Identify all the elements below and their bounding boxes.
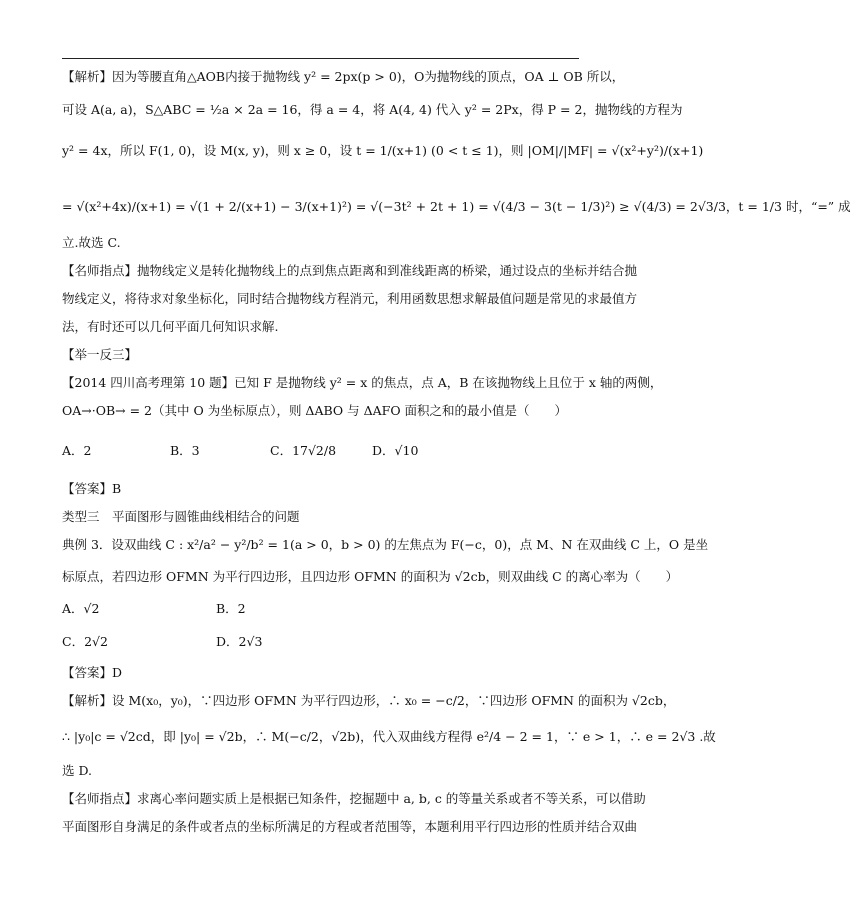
text-line: 【名师指点】求离心率问题实质上是根据已知条件，挖掘题中 a, b, c 的等量关系或者不等关系，可以借助 <box>62 791 646 806</box>
option-c: C．17√2/8 <box>270 443 337 458</box>
text-line: 【解析】设 M(x₀，y₀)，∵四边形 OFMN 为平行四边形，∴ x₀ = −c/2，∵四边形 OFMN 的面积为 √2cb， <box>62 693 676 708</box>
text-line: 立.故选 C. <box>62 235 121 250</box>
text-line: 可设 A(a, a)，S△ABC = ½a × 2a = 16，得 a = 4，将 A(4, 4) 代入 y² = 2Px，得 P = 2，抛物线的方程为 <box>62 102 683 117</box>
option-b: B．2 <box>216 601 246 616</box>
text-line: 标原点，若四边形 OFMN 为平行四边形，且四边形 OFMN 的面积为 √2cb，则双曲线 C 的离心率为（ ） <box>62 569 679 584</box>
text-line: 【答案】B <box>62 481 122 496</box>
option-d: D．√10 <box>372 443 419 458</box>
option-c: C．2√2 <box>62 634 108 649</box>
text-line: 物线定义，将待求对象坐标化，同时结合抛物线方程消元，利用函数思想求解最值问题是常见的求最值方 <box>62 291 638 306</box>
text-line: ∴ |y₀|c = √2cd，即 |y₀| = √2b，∴ M(−c/2，√2b)，代入双曲线方程得 e²/4 − 2 = 1，∵ e > 1，∴ e = 2√3 .故 <box>62 729 716 744</box>
option-d: D．2√3 <box>216 634 263 649</box>
option-a: A．2 <box>62 443 92 458</box>
text-line: 平面图形自身满足的条件或者点的坐标所满足的方程或者范围等，本题利用平行四边形的性质并结合双曲 <box>62 819 638 834</box>
text-line: 典例 3．设双曲线 C : x²/a² − y²/b² = 1(a > 0，b > 0) 的左焦点为 F(−c，0)，点 M、N 在双曲线 C 上，O 是坐 <box>62 537 709 552</box>
text-line: = √(x²+4x)/(x+1) = √(1 + 2/(x+1) − 3/(x+1)²) = √(−3t² + 2t + 1) = √(4/3 − 3(t − 1/3)²) ≥ √(4/3) = 2√3/3，t = 1/3 时，“=” 成 <box>62 199 851 214</box>
text-line: 法，有时还可以几何平面几何知识求解. <box>62 319 279 334</box>
option-a: A．√2 <box>62 601 100 616</box>
header-rule <box>62 58 579 59</box>
text-line: 【解析】因为等腰直角△AOB内接于抛物线 y² = 2px(p > 0)，O为抛物线的顶点，OA ⊥ OB 所以， <box>62 69 625 84</box>
text-line: OA→·OB→ = 2（其中 O 为坐标原点），则 ΔABO 与 ΔAFO 面积之和的最小值是（ ） <box>62 403 568 418</box>
text-line: 【答案】D <box>62 665 123 680</box>
text-line: 【举一反三】 <box>62 347 138 362</box>
option-b: B．3 <box>170 443 200 458</box>
text-line: y² = 4x，所以 F(1, 0)，设 M(x, y)，则 x ≥ 0，设 t = 1/(x+1) (0 < t ≤ 1)，则 |OM|/|MF| = √(x²+y²)/(x+1) <box>62 143 704 158</box>
text-line: 【名师指点】抛物线定义是转化抛物线上的点到焦点距离和到准线距离的桥梁，通过设点的坐标并结合抛 <box>62 263 638 278</box>
text-line: 类型三 平面图形与圆锥曲线相结合的问题 <box>62 509 300 524</box>
text-line: 【2014 四川高考理第 10 题】已知 F 是抛物线 y² = x 的焦点，点 A，B 在该抛物线上且位于 x 轴的两侧， <box>62 375 663 390</box>
text-line: 选 D. <box>62 763 93 778</box>
